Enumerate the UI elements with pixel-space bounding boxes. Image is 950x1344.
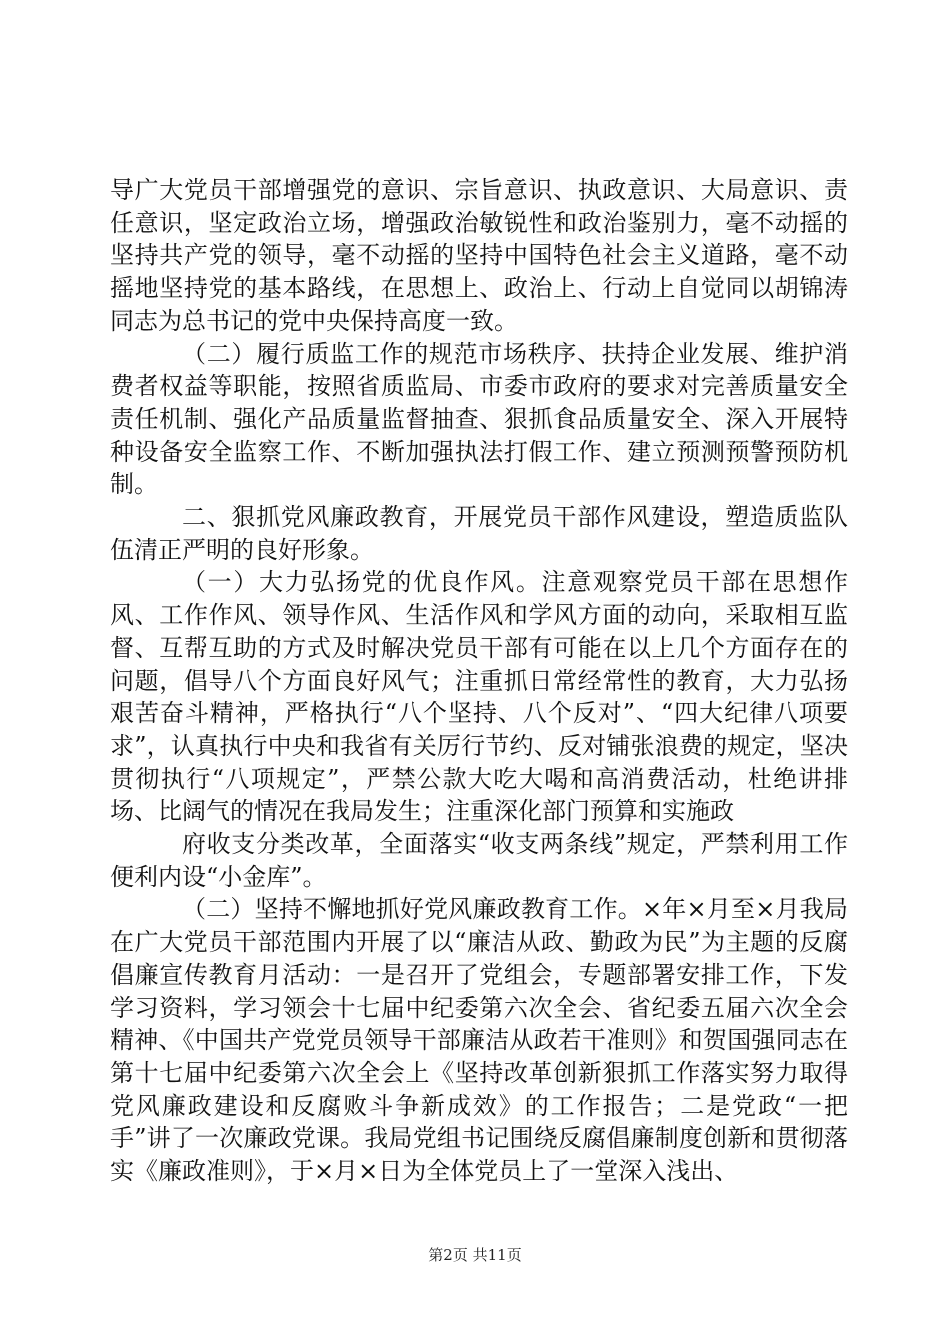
paragraph-continuation: 导广大党员干部增强党的意识、宗旨意识、执政意识、大局意识、责任意识，坚定政治立场，增强政治敏锐性和政治鉴别力，毫不动摇的坚持共产党的领导，毫不动摇的坚持中国特色社会主义道路，毫不动摇地坚持党的基本路线，在思想上、政治上、行动上自觉同以胡锦涛同志为总书记的党中央保持高度一致。 bbox=[110, 176, 848, 335]
page-footer: 第2页 共11页 bbox=[428, 1246, 522, 1264]
section-heading-2: 二、狠抓党风廉政教育，开展党员干部作风建设，塑造质监队伍清正严明的良好形象。 bbox=[110, 503, 848, 564]
document-body bbox=[110, 174, 848, 1188]
paragraph-item-1: （一）大力弘扬党的优良作风。注意观察党员干部在思想作风、工作作风、领导作风、生活作风和学风方面的动向，采取相互监督、互帮互助的方式及时解决党员干部有可能在以上几个方面存在的问题，倡导八个方面良好风气；注重抓日常经常性的教育，大力弘扬艰苦奋斗精神，严格执行“八个坚持、八个反对”、“四大纪律八项要求”，认真执行中央和我省有关厉行节约、反对铺张浪费的规定，坚决贯彻执行“八项规定”，严禁公款大吃大喝和高消费活动，杜绝讲排场、比阔气的情况在我局发生；注重深化部门预算和实施政 bbox=[110, 568, 848, 826]
paragraph-continued: 府收支分类改革，全面落实“收支两条线”规定，严禁利用工作便利内设“小金库”。 bbox=[110, 830, 848, 891]
paragraph-item-2b: （二）坚持不懈地抓好党风廉政教育工作。×年×月至×月我局在广大党员干部范围内开展了以“廉洁从政、勤政为民”为主题的反腐倡廉宣传教育月活动：一是召开了党组会，专题部署安排工作，下发学习资料，学习领会十七届中纪委第六次全会、省纪委五届六次全会精神、《中国共产党党员领导干部廉洁从政若干准则》和贺国强同志在第十七届中纪委第六次全会上《坚持改革创新狠抓工作落实努力取得党风廉政建设和反腐败斗争新成效》的工作报告；二是党政“一把手”讲了一次廉政党课。我局党组书记围绕反腐倡廉制度创新和贯彻落实《廉政准则》，于×月×日为全体党员上了一堂深入浅出、 bbox=[110, 895, 848, 1186]
paragraph-item-2: （二）履行质监工作的规范市场秩序、扶持企业发展、维护消费者权益等职能，按照省质监局、市委市政府的要求对完善质量安全责任机制、强化产品质量监督抽查、狠抓食品质量安全、深入开展特种设备安全监察工作、不断加强执法打假工作、建立预测预警预防机制。 bbox=[110, 339, 848, 499]
